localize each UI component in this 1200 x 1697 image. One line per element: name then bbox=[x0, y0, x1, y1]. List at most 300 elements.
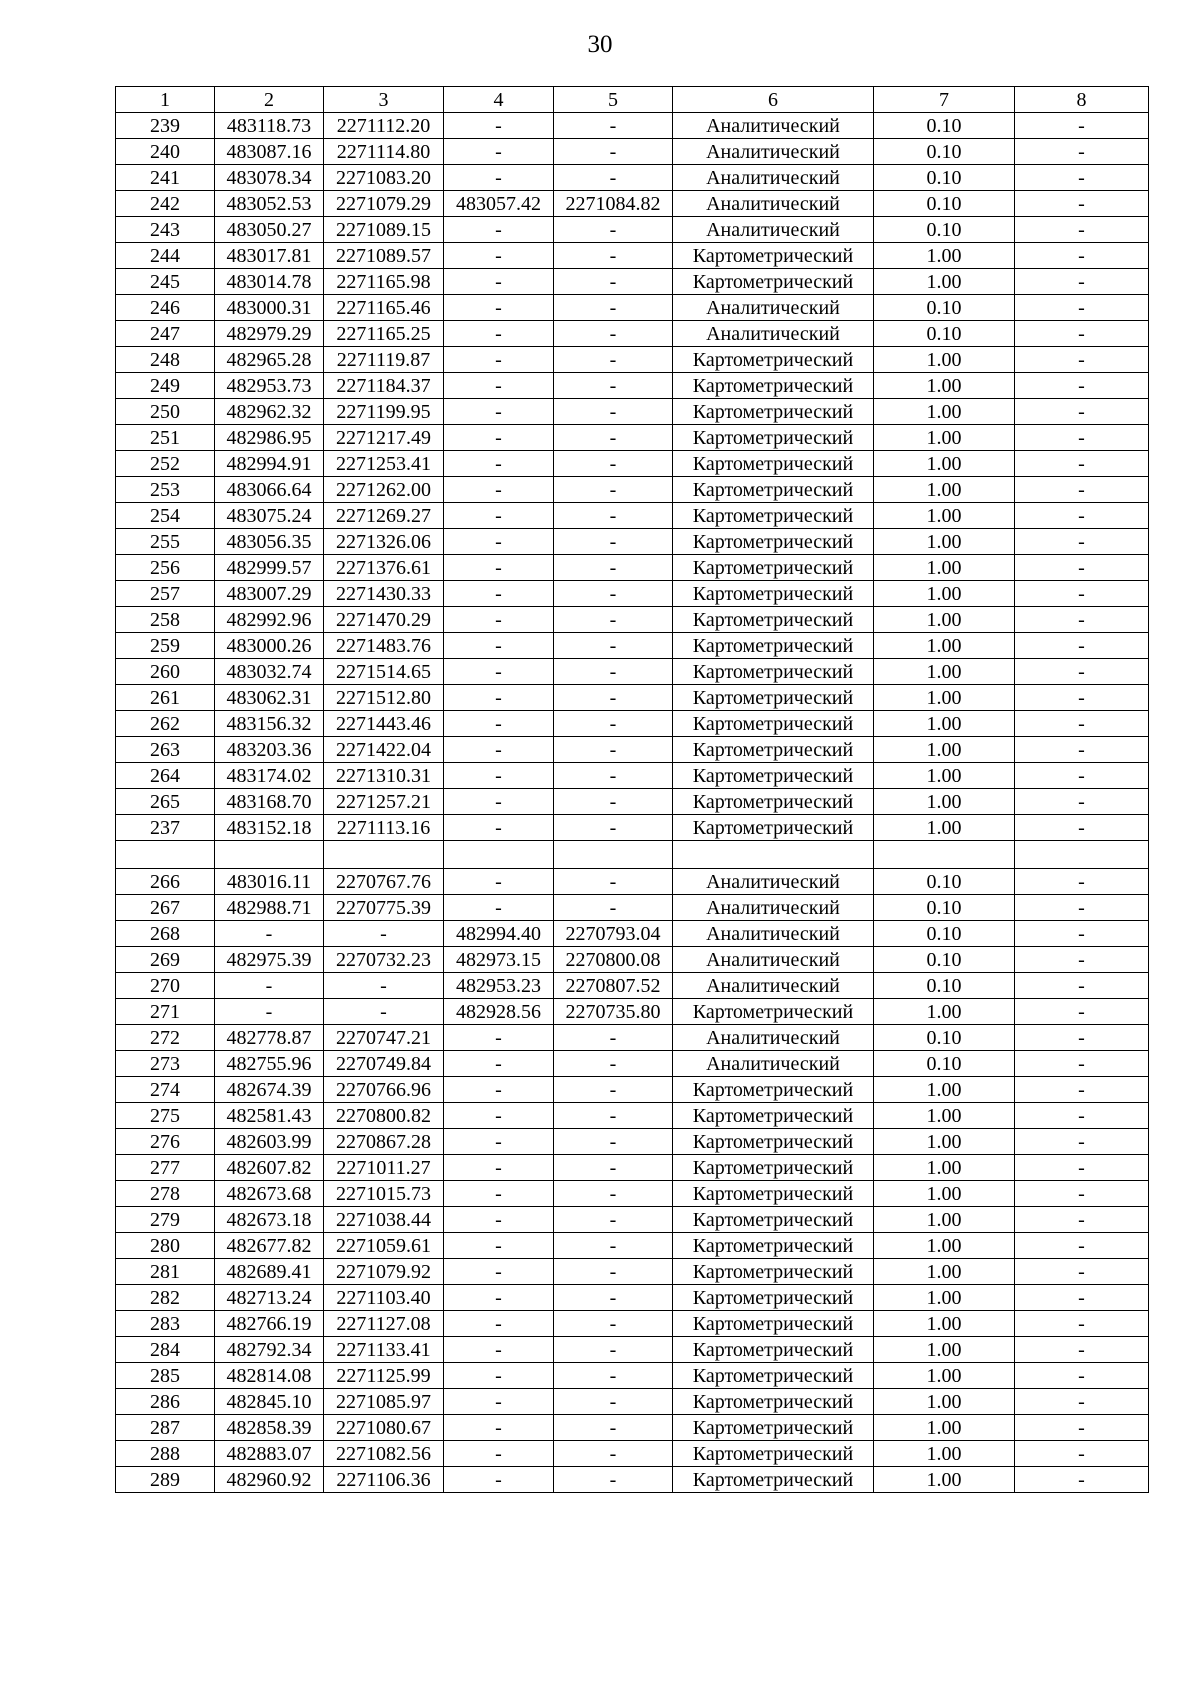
table-cell: 2271112.20 bbox=[324, 113, 444, 139]
table-cell: 482673.18 bbox=[215, 1207, 324, 1233]
table-cell: 237 bbox=[116, 815, 215, 841]
table-cell: Картометрический bbox=[673, 1311, 874, 1337]
table-row bbox=[116, 1181, 1149, 1207]
table-cell: 2271082.56 bbox=[324, 1441, 444, 1467]
table-cell: 2271083.20 bbox=[324, 165, 444, 191]
table-cell: 483016.11 bbox=[215, 869, 324, 895]
table-cell: 482792.34 bbox=[215, 1337, 324, 1363]
table-cell: - bbox=[1015, 1181, 1149, 1207]
table-cell: Картометрический bbox=[673, 243, 874, 269]
table-cell: 483168.70 bbox=[215, 789, 324, 815]
table-cell: Картометрический bbox=[673, 529, 874, 555]
table-cell: 482814.08 bbox=[215, 1363, 324, 1389]
table-header bbox=[116, 87, 1149, 113]
table-row bbox=[116, 789, 1149, 815]
table-cell: 483075.24 bbox=[215, 503, 324, 529]
table-cell: 1.00 bbox=[874, 1129, 1015, 1155]
table-cell: 0.10 bbox=[874, 921, 1015, 947]
table-cell: 282 bbox=[116, 1285, 215, 1311]
table-cell: - bbox=[1015, 685, 1149, 711]
table-cell: - bbox=[1015, 711, 1149, 737]
table-cell: - bbox=[554, 1259, 673, 1285]
table-cell: 1.00 bbox=[874, 1311, 1015, 1337]
table-cell: Картометрический bbox=[673, 1363, 874, 1389]
table-cell: - bbox=[554, 633, 673, 659]
table-cell: 253 bbox=[116, 477, 215, 503]
table-cell: - bbox=[1015, 503, 1149, 529]
table-cell: - bbox=[554, 659, 673, 685]
table-cell: 1.00 bbox=[874, 737, 1015, 763]
table-row bbox=[116, 1467, 1149, 1493]
table-cell: 2271483.76 bbox=[324, 633, 444, 659]
table-cell: 2271079.92 bbox=[324, 1259, 444, 1285]
table-cell: - bbox=[554, 555, 673, 581]
table-cell: 2271084.82 bbox=[554, 191, 673, 217]
table-cell: - bbox=[215, 921, 324, 947]
table-cell: 0.10 bbox=[874, 947, 1015, 973]
table-cell: - bbox=[1015, 607, 1149, 633]
column-header: 8 bbox=[1015, 87, 1149, 113]
table-cell: 483017.81 bbox=[215, 243, 324, 269]
table-cell: Картометрический bbox=[673, 737, 874, 763]
table-cell: 283 bbox=[116, 1311, 215, 1337]
table-cell: 0.10 bbox=[874, 869, 1015, 895]
table-cell: Аналитический bbox=[673, 1025, 874, 1051]
table-cell: 482994.40 bbox=[444, 921, 554, 947]
table-cell: 0.10 bbox=[874, 113, 1015, 139]
table-cell: 482965.28 bbox=[215, 347, 324, 373]
table-cell: - bbox=[554, 1103, 673, 1129]
table-cell: - bbox=[1015, 763, 1149, 789]
table-cell: - bbox=[324, 921, 444, 947]
table-cell: 1.00 bbox=[874, 1389, 1015, 1415]
table-cell: 2271125.99 bbox=[324, 1363, 444, 1389]
table-cell: 0.10 bbox=[874, 165, 1015, 191]
table-cell: - bbox=[444, 269, 554, 295]
table-cell: - bbox=[1015, 659, 1149, 685]
table-row bbox=[116, 139, 1149, 165]
table-cell: 277 bbox=[116, 1155, 215, 1181]
table-cell: 0.10 bbox=[874, 1025, 1015, 1051]
table-cell: Картометрический bbox=[673, 633, 874, 659]
table-cell: Картометрический bbox=[673, 1129, 874, 1155]
table-cell: 482581.43 bbox=[215, 1103, 324, 1129]
table-cell: 2270775.39 bbox=[324, 895, 444, 921]
table-cell: Аналитический bbox=[673, 295, 874, 321]
table-cell: - bbox=[554, 815, 673, 841]
table-row bbox=[116, 1363, 1149, 1389]
table-cell: - bbox=[444, 1285, 554, 1311]
table-cell: 2271257.21 bbox=[324, 789, 444, 815]
table-cell: - bbox=[1015, 869, 1149, 895]
table-cell: - bbox=[554, 113, 673, 139]
table-cell: Аналитический bbox=[673, 869, 874, 895]
table-cell: 0.10 bbox=[874, 895, 1015, 921]
table-row bbox=[116, 1441, 1149, 1467]
table-cell: 0.10 bbox=[874, 191, 1015, 217]
table-row bbox=[116, 113, 1149, 139]
table-cell: Картометрический bbox=[673, 425, 874, 451]
table-cell: - bbox=[444, 529, 554, 555]
table-row bbox=[116, 529, 1149, 555]
table-cell: 482975.39 bbox=[215, 947, 324, 973]
table-row bbox=[116, 217, 1149, 243]
table-cell: - bbox=[554, 581, 673, 607]
table-cell: 250 bbox=[116, 399, 215, 425]
table-row bbox=[116, 895, 1149, 921]
table-cell: 270 bbox=[116, 973, 215, 999]
table-cell: - bbox=[1015, 737, 1149, 763]
table-cell: - bbox=[554, 1233, 673, 1259]
table-cell: 483174.02 bbox=[215, 763, 324, 789]
table-cell: - bbox=[444, 1181, 554, 1207]
table-cell: Аналитический bbox=[673, 895, 874, 921]
coordinates-table bbox=[115, 86, 1149, 1493]
table-cell: - bbox=[1015, 947, 1149, 973]
table-cell: Картометрический bbox=[673, 1155, 874, 1181]
table-cell: 259 bbox=[116, 633, 215, 659]
table-cell: - bbox=[1015, 1311, 1149, 1337]
table-row bbox=[116, 1103, 1149, 1129]
table-cell: - bbox=[554, 711, 673, 737]
table-cell: - bbox=[554, 425, 673, 451]
table-cell: 483087.16 bbox=[215, 139, 324, 165]
table-cell: - bbox=[1015, 1259, 1149, 1285]
table-row bbox=[116, 373, 1149, 399]
table-row bbox=[116, 477, 1149, 503]
table-row bbox=[116, 399, 1149, 425]
table-cell: 1.00 bbox=[874, 711, 1015, 737]
table-row bbox=[116, 869, 1149, 895]
table-cell: 2271127.08 bbox=[324, 1311, 444, 1337]
table-cell: - bbox=[444, 1051, 554, 1077]
table-cell: 286 bbox=[116, 1389, 215, 1415]
table-cell: - bbox=[444, 139, 554, 165]
table-cell: 2271217.49 bbox=[324, 425, 444, 451]
table-cell: Картометрический bbox=[673, 999, 874, 1025]
table-cell: - bbox=[554, 1025, 673, 1051]
table-cell: Картометрический bbox=[673, 1441, 874, 1467]
table-cell: Картометрический bbox=[673, 1077, 874, 1103]
table-cell: Картометрический bbox=[673, 607, 874, 633]
table-cell: 2271165.98 bbox=[324, 269, 444, 295]
table-cell: - bbox=[444, 347, 554, 373]
table-cell: 251 bbox=[116, 425, 215, 451]
empty-cell bbox=[116, 841, 215, 869]
table-row bbox=[116, 973, 1149, 999]
table-cell: 483203.36 bbox=[215, 737, 324, 763]
table-cell: - bbox=[444, 503, 554, 529]
table-row bbox=[116, 165, 1149, 191]
table-row bbox=[116, 1129, 1149, 1155]
table-cell: 1.00 bbox=[874, 1233, 1015, 1259]
table-cell: - bbox=[444, 295, 554, 321]
table-cell: 239 bbox=[116, 113, 215, 139]
column-header: 6 bbox=[673, 87, 874, 113]
table-cell: - bbox=[554, 1467, 673, 1493]
empty-cell bbox=[215, 841, 324, 869]
table-cell: Аналитический bbox=[673, 947, 874, 973]
table-cell: 2271011.27 bbox=[324, 1155, 444, 1181]
table-cell: 1.00 bbox=[874, 1207, 1015, 1233]
table-cell: - bbox=[554, 165, 673, 191]
table-cell: - bbox=[554, 1129, 673, 1155]
table-cell: - bbox=[444, 711, 554, 737]
table-cell: Аналитический bbox=[673, 165, 874, 191]
table-cell: - bbox=[1015, 1129, 1149, 1155]
table-cell: - bbox=[554, 373, 673, 399]
table-cell: - bbox=[1015, 1025, 1149, 1051]
table-cell: 482999.57 bbox=[215, 555, 324, 581]
table-cell: 2270747.21 bbox=[324, 1025, 444, 1051]
empty-cell bbox=[1015, 841, 1149, 869]
table-cell: - bbox=[1015, 139, 1149, 165]
table-cell: 285 bbox=[116, 1363, 215, 1389]
table-cell: 482994.91 bbox=[215, 451, 324, 477]
table-row bbox=[116, 295, 1149, 321]
table-cell: 482973.15 bbox=[444, 947, 554, 973]
table-cell: - bbox=[444, 737, 554, 763]
table-cell: - bbox=[444, 1337, 554, 1363]
table-cell: - bbox=[444, 451, 554, 477]
table-cell: Аналитический bbox=[673, 217, 874, 243]
table-cell: - bbox=[554, 1389, 673, 1415]
table-cell: - bbox=[1015, 1103, 1149, 1129]
table-cell: 1.00 bbox=[874, 243, 1015, 269]
table-cell: 2271443.46 bbox=[324, 711, 444, 737]
table-cell: 1.00 bbox=[874, 347, 1015, 373]
table-cell: 482766.19 bbox=[215, 1311, 324, 1337]
table-cell: 483032.74 bbox=[215, 659, 324, 685]
table-cell: - bbox=[444, 1025, 554, 1051]
table-cell: 482603.99 bbox=[215, 1129, 324, 1155]
table-cell: - bbox=[444, 1155, 554, 1181]
table-row bbox=[116, 451, 1149, 477]
table-cell: 2271514.65 bbox=[324, 659, 444, 685]
table-cell: 1.00 bbox=[874, 1363, 1015, 1389]
table-cell: 2270793.04 bbox=[554, 921, 673, 947]
table-cell: 2271470.29 bbox=[324, 607, 444, 633]
table-cell: - bbox=[324, 973, 444, 999]
table-row bbox=[116, 1207, 1149, 1233]
table-cell: Картометрический bbox=[673, 1103, 874, 1129]
table-cell: - bbox=[444, 399, 554, 425]
table-cell: 2271430.33 bbox=[324, 581, 444, 607]
column-header: 2 bbox=[215, 87, 324, 113]
table-cell: - bbox=[1015, 999, 1149, 1025]
table-cell: - bbox=[444, 633, 554, 659]
empty-cell bbox=[324, 841, 444, 869]
table-cell: 2271089.15 bbox=[324, 217, 444, 243]
table-cell: 264 bbox=[116, 763, 215, 789]
table-cell: 280 bbox=[116, 1233, 215, 1259]
table-cell: 482674.39 bbox=[215, 1077, 324, 1103]
table-row bbox=[116, 503, 1149, 529]
header-row bbox=[116, 87, 1149, 113]
table-cell: - bbox=[1015, 1363, 1149, 1389]
table-cell: 482845.10 bbox=[215, 1389, 324, 1415]
table-cell: 240 bbox=[116, 139, 215, 165]
column-header: 3 bbox=[324, 87, 444, 113]
table-cell: - bbox=[1015, 895, 1149, 921]
table-cell: 242 bbox=[116, 191, 215, 217]
table-row bbox=[116, 581, 1149, 607]
table-cell: - bbox=[444, 217, 554, 243]
table-row bbox=[116, 347, 1149, 373]
table-cell: - bbox=[554, 789, 673, 815]
table-row bbox=[116, 685, 1149, 711]
table-row bbox=[116, 763, 1149, 789]
table-cell: Картометрический bbox=[673, 503, 874, 529]
table-cell: - bbox=[554, 217, 673, 243]
table-cell: 482960.92 bbox=[215, 1467, 324, 1493]
table-cell: 289 bbox=[116, 1467, 215, 1493]
table-cell: 482883.07 bbox=[215, 1441, 324, 1467]
column-header: 1 bbox=[116, 87, 215, 113]
table-cell: Картометрический bbox=[673, 1259, 874, 1285]
table-cell: 2271079.29 bbox=[324, 191, 444, 217]
table-cell: 2271269.27 bbox=[324, 503, 444, 529]
table-cell: - bbox=[1015, 1051, 1149, 1077]
table-cell: 2271376.61 bbox=[324, 555, 444, 581]
table-cell: 2270749.84 bbox=[324, 1051, 444, 1077]
table-cell: 271 bbox=[116, 999, 215, 1025]
table-cell: 2271253.41 bbox=[324, 451, 444, 477]
table-cell: 263 bbox=[116, 737, 215, 763]
table-cell: Аналитический bbox=[673, 973, 874, 999]
table-cell: 2271184.37 bbox=[324, 373, 444, 399]
table-cell: - bbox=[444, 1415, 554, 1441]
table-cell: 243 bbox=[116, 217, 215, 243]
table-cell: 2271089.57 bbox=[324, 243, 444, 269]
table-cell: - bbox=[444, 607, 554, 633]
table-cell: - bbox=[1015, 295, 1149, 321]
table-cell: - bbox=[444, 895, 554, 921]
table-cell: 246 bbox=[116, 295, 215, 321]
table-cell: Картометрический bbox=[673, 581, 874, 607]
table-cell: 1.00 bbox=[874, 581, 1015, 607]
table-cell: - bbox=[554, 243, 673, 269]
table-cell: 244 bbox=[116, 243, 215, 269]
table-cell: 247 bbox=[116, 321, 215, 347]
table-cell: 1.00 bbox=[874, 1155, 1015, 1181]
table-cell: 1.00 bbox=[874, 373, 1015, 399]
table-cell: 1.00 bbox=[874, 503, 1015, 529]
table-cell: 281 bbox=[116, 1259, 215, 1285]
table-cell: - bbox=[444, 1311, 554, 1337]
table-cell: Аналитический bbox=[673, 191, 874, 217]
table-cell: 483056.35 bbox=[215, 529, 324, 555]
table-cell: 1.00 bbox=[874, 451, 1015, 477]
table-cell: 254 bbox=[116, 503, 215, 529]
table-cell: Картометрический bbox=[673, 659, 874, 685]
empty-cell bbox=[444, 841, 554, 869]
table-cell: 0.10 bbox=[874, 139, 1015, 165]
table-cell: Картометрический bbox=[673, 451, 874, 477]
table-cell: 482953.73 bbox=[215, 373, 324, 399]
table-cell: 482979.29 bbox=[215, 321, 324, 347]
table-cell: - bbox=[1015, 243, 1149, 269]
table-cell: 268 bbox=[116, 921, 215, 947]
table-cell: 482928.56 bbox=[444, 999, 554, 1025]
table-cell: - bbox=[1015, 555, 1149, 581]
table-cell: 2271512.80 bbox=[324, 685, 444, 711]
table-cell: 256 bbox=[116, 555, 215, 581]
table-cell: - bbox=[215, 973, 324, 999]
table-cell: - bbox=[554, 399, 673, 425]
table-cell: 2271119.87 bbox=[324, 347, 444, 373]
table-cell: - bbox=[554, 269, 673, 295]
table-cell: - bbox=[444, 321, 554, 347]
table-cell: 248 bbox=[116, 347, 215, 373]
table-cell: - bbox=[554, 477, 673, 503]
table-cell: 1.00 bbox=[874, 999, 1015, 1025]
table-cell: 2271015.73 bbox=[324, 1181, 444, 1207]
table-cell: - bbox=[444, 763, 554, 789]
table-cell: 287 bbox=[116, 1415, 215, 1441]
table-cell: 249 bbox=[116, 373, 215, 399]
table-cell: - bbox=[444, 1129, 554, 1155]
table-cell: 241 bbox=[116, 165, 215, 191]
table-cell: Аналитический bbox=[673, 113, 874, 139]
table-cell: 252 bbox=[116, 451, 215, 477]
table-cell: - bbox=[444, 1441, 554, 1467]
empty-cell bbox=[554, 841, 673, 869]
table-row bbox=[116, 1233, 1149, 1259]
table-cell: 0.10 bbox=[874, 217, 1015, 243]
table-cell: 482778.87 bbox=[215, 1025, 324, 1051]
table-cell: - bbox=[444, 1103, 554, 1129]
table-cell: - bbox=[444, 477, 554, 503]
table-cell: - bbox=[554, 763, 673, 789]
table-row bbox=[116, 999, 1149, 1025]
table-cell: - bbox=[554, 1311, 673, 1337]
table-cell: - bbox=[1015, 529, 1149, 555]
table-cell: - bbox=[1015, 269, 1149, 295]
table-cell: 275 bbox=[116, 1103, 215, 1129]
table-cell: 288 bbox=[116, 1441, 215, 1467]
table-cell: Картометрический bbox=[673, 373, 874, 399]
table-cell: 1.00 bbox=[874, 685, 1015, 711]
table-cell: 482953.23 bbox=[444, 973, 554, 999]
table-cell: 265 bbox=[116, 789, 215, 815]
table-cell: 257 bbox=[116, 581, 215, 607]
table-cell: - bbox=[444, 1233, 554, 1259]
empty-cell bbox=[673, 841, 874, 869]
table-cell: - bbox=[444, 1363, 554, 1389]
table-cell: 1.00 bbox=[874, 555, 1015, 581]
table-cell: 482988.71 bbox=[215, 895, 324, 921]
table-cell: 483000.26 bbox=[215, 633, 324, 659]
table-cell: Картометрический bbox=[673, 1467, 874, 1493]
table-row bbox=[116, 1077, 1149, 1103]
table-cell: 274 bbox=[116, 1077, 215, 1103]
table-cell: Картометрический bbox=[673, 1285, 874, 1311]
table-cell: 2271326.06 bbox=[324, 529, 444, 555]
table-cell: 482962.32 bbox=[215, 399, 324, 425]
table-cell: 2270767.76 bbox=[324, 869, 444, 895]
table-cell: 2271165.25 bbox=[324, 321, 444, 347]
table-cell: 483007.29 bbox=[215, 581, 324, 607]
table-cell: - bbox=[554, 869, 673, 895]
table-cell: Аналитический bbox=[673, 1051, 874, 1077]
table-cell: 2271106.36 bbox=[324, 1467, 444, 1493]
table-cell: 1.00 bbox=[874, 633, 1015, 659]
table-cell: 483062.31 bbox=[215, 685, 324, 711]
table-cell: - bbox=[444, 815, 554, 841]
table-cell: 2271133.41 bbox=[324, 1337, 444, 1363]
table-cell: Картометрический bbox=[673, 347, 874, 373]
